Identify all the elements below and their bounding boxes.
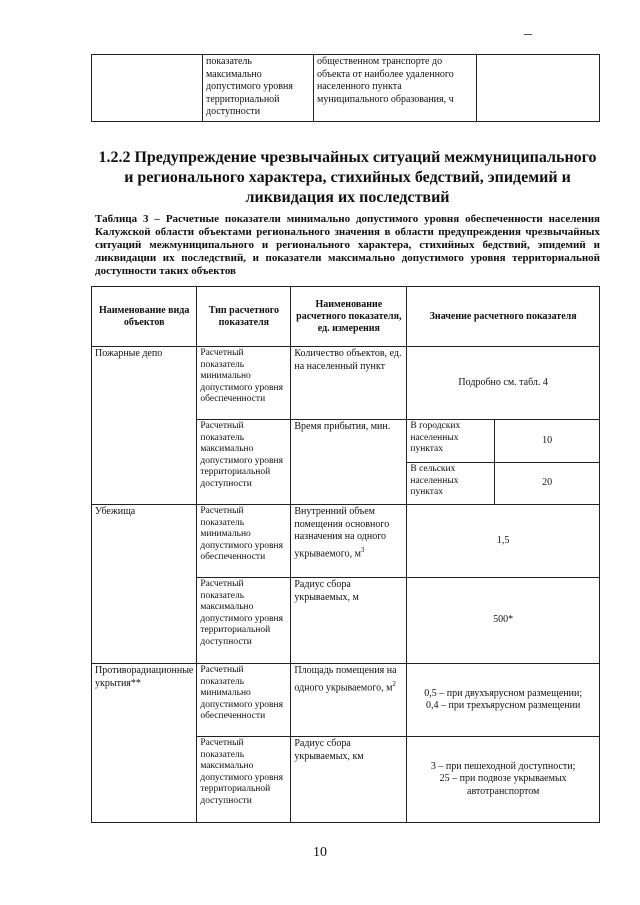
indicator-type: Расчетный показатель максимально допустимого уровня территориальной доступности [197,420,291,505]
object-name: Противорадиационные укрытия** [92,664,197,823]
indicator-value: 1,5 [407,505,600,578]
table-header-row [92,287,600,347]
indicator-value: 10 [495,420,600,463]
table-row [92,347,600,420]
indicator-type: Расчетный показатель минимально допустимого уровня обеспеченности [197,505,291,578]
indicator-name: Время прибытия, мин. [291,420,407,505]
indicator-name: Количество объектов, ед. на населенный пункт [291,347,407,420]
unit-exponent: 3 [360,545,365,554]
page-number: 10 [313,845,327,860]
indicator-value [407,664,600,737]
header-indicator-value: Значение расчетного показателя [407,287,600,347]
header-indicator-name: Наименование расчетного показателя, ед. измерения [291,287,407,347]
indicator-type: Расчетный показатель минимально допустимого уровня обеспеченности [197,664,291,737]
settlement-type: В городских населенных пунктах [407,420,495,463]
unit-exponent: 2 [392,679,396,688]
object-name: Убежища [92,505,197,664]
indicator-name: Радиус сбора укрываемых, км [291,737,407,823]
value-line: 0,5 – при двухъярусном размещении; [424,687,583,699]
table-cell: общественном транспорте до объекта от наиболее удаленного населенного пункта муниципального образования, ч [314,55,477,122]
indicators-table [91,286,600,823]
header-object-type: Наименование вида объектов [92,287,197,347]
table-row [92,505,600,578]
indicator-value: 20 [495,463,600,505]
indicator-name [291,505,407,578]
table-row [92,664,600,737]
indicator-type: Расчетный показатель минимально допустимого уровня обеспеченности [197,347,291,420]
table-row [92,55,600,122]
object-name: Пожарные депо [92,347,197,505]
continued-table [91,54,600,122]
table-cell: показатель максимально допустимого уровня территориальной доступности [203,55,314,122]
value-line: 25 – при подвозе укрываемых автотранспортом [439,773,567,797]
table-cell [92,55,203,122]
table-cell [477,55,600,122]
indicator-value: Подробно см. табл. 4 [407,347,600,420]
settlement-type: В сельских населенных пунктах [407,463,495,505]
indicator-name [291,664,407,737]
section-title: 1.2.2 Предупреждение чрезвычайных ситуаций межмуниципального и регионального характера, стихийных бедствий, эпидемий и ликвидация их последствий [98,149,597,206]
header-indicator-type: Тип расчетного показателя [197,287,291,347]
indicator-value [407,737,600,823]
indicator-name-text: Площадь помещения на одного укрываемого, м [294,665,397,693]
indicator-value: 500* [407,578,600,664]
table-caption: Таблица 3 – Расчетные показатели минимально допустимого уровня обеспеченности населения Калужской области объектами регионального значения в области предупреждения чрезвычайных ситуаций межмуниципального и регионального характера, стихийных бедствий, эпидемий и ликвидации их последствий, и показатели максимально допустимого уровня территориальной доступности таких объектов [95,213,600,277]
scan-mark [524,34,532,35]
value-line: 0,4 – при трехъярусном размещении [425,700,581,711]
indicator-type: Расчетный показатель максимально допустимого уровня территориальной доступности [197,737,291,823]
indicator-name: Радиус сбора укрываемых, м [291,578,407,664]
value-line: 3 – при пешеходной доступности; [430,760,576,772]
indicator-name-text: Внутренний объем помещения основного назначения на одного укрываемого, м [294,506,390,559]
indicator-type: Расчетный показатель максимально допустимого уровня территориальной доступности [197,578,291,664]
